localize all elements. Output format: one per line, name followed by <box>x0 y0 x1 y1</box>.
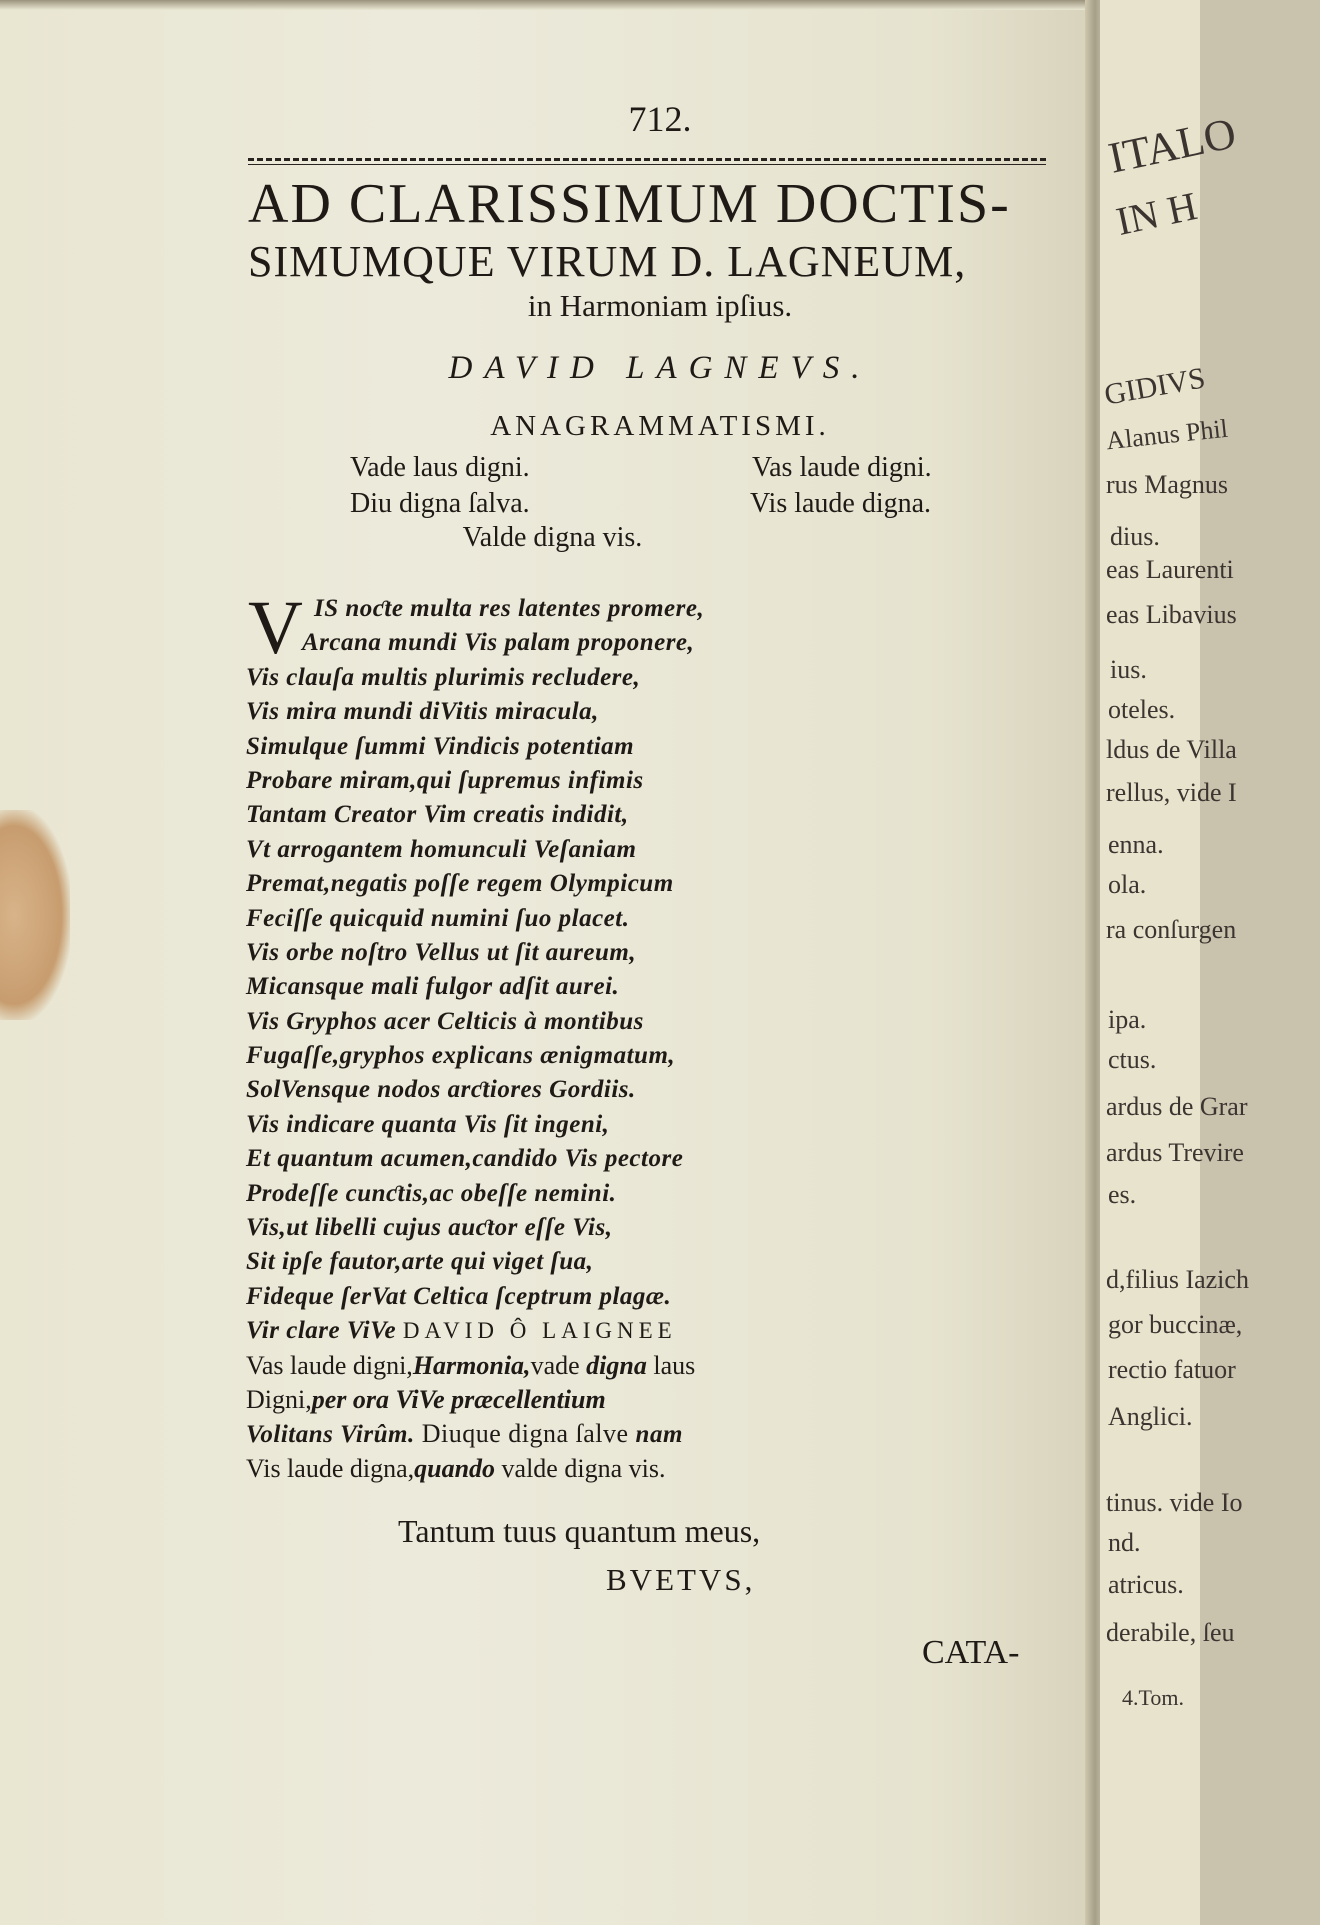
poem-line: Tantam Creator Vim creatis indidit, <box>246 801 629 829</box>
poem-line <box>246 1383 1066 1417</box>
poem-line: Vis mira mundi diVitis miracula, <box>246 698 599 726</box>
facing-line: Anglici. <box>1108 1402 1193 1431</box>
poem-line: Vis orbe noſtro Vellus ut ſit aureum, <box>246 938 637 966</box>
poem-text: valde digna vis. <box>495 1453 666 1483</box>
poem-line: Et quantum acumen,candido Vis pectore <box>246 1145 684 1173</box>
poem-text: Diuque digna ſalve <box>414 1419 636 1449</box>
poem-line: Vis Gryphos acer Celticis à montibus <box>246 1007 644 1035</box>
signature-line-1: Tantum tuus quantum meus, <box>398 1513 761 1549</box>
poem-line: Probare miram,qui ſupremus infimis <box>246 766 644 794</box>
facing-line: oteles. <box>1108 695 1176 724</box>
poem-line: Arcana mundi Vis palam proponere, <box>302 629 695 657</box>
facing-line: rectio fatuor <box>1108 1355 1236 1384</box>
facing-line: 4.Tom. <box>1122 1685 1185 1710</box>
poem-line: Vis clauſa multis plurimis recludere, <box>246 663 641 691</box>
anagram: Diu digna ſalva. <box>350 488 530 519</box>
facing-line: es. <box>1108 1180 1137 1209</box>
facing-line: ra conſurgen <box>1106 915 1237 944</box>
poem-line <box>246 1452 1066 1486</box>
facing-line: ola. <box>1108 870 1147 899</box>
poem-line: Vis indicare quanta Vis ſit ingeni, <box>246 1110 610 1138</box>
page-top-edge <box>0 0 1092 10</box>
poem-text: per ora ViVe præcellentium <box>311 1384 606 1414</box>
facing-line: tinus. vide Io <box>1106 1488 1243 1517</box>
poem-text: Harmonia, <box>412 1350 531 1380</box>
poem-line: Vis,ut libelli cujus auƈtor eſſe Vis, <box>246 1214 613 1242</box>
anagram: Vis laude digna. <box>750 488 932 519</box>
poem-line <box>246 1349 1066 1383</box>
poem-line <box>246 1314 1066 1348</box>
anagram: Vade laus digni. <box>350 452 530 483</box>
poem-line: Fideque ſerVat Celtica ſceptrum plagæ. <box>246 1282 672 1310</box>
facing-line: ldus de Villa <box>1106 735 1237 764</box>
facing-line: eas Libavius <box>1106 600 1237 629</box>
facing-line: ardus de Grar <box>1106 1092 1248 1121</box>
poem-line: Prodeſſe cunƈtis,ac obeſſe nemini. <box>246 1179 617 1207</box>
poem-text: quando <box>414 1453 496 1483</box>
poem-line: IS noƈte multa res latentes promere, <box>314 595 705 622</box>
header-rule <box>248 158 1046 161</box>
facing-line: dius. <box>1110 522 1160 551</box>
title-line-1: AD CLARISSIMUM DOCTIS- <box>248 173 1011 235</box>
poem-text: Vir clare ViVe <box>246 1317 403 1345</box>
facing-line: enna. <box>1108 830 1164 859</box>
facing-line: derabile, ſeu <box>1106 1618 1235 1647</box>
catchword: CATA- <box>922 1634 1020 1671</box>
signature-line-2: BVETVS, <box>606 1562 756 1597</box>
poem-text: nam <box>635 1421 683 1449</box>
poem-line: Premat,negatis poſſe regem Olympicum <box>246 870 674 898</box>
facing-line: atricus. <box>1108 1570 1184 1599</box>
poem-text: digna <box>586 1350 647 1380</box>
poem-line: SolVensque nodos arƈtiores Gordiis. <box>246 1076 636 1104</box>
facing-line: ipa. <box>1108 1005 1147 1034</box>
poem-line: Fugaſſe,gryphos explicans ænigmatum, <box>246 1042 676 1070</box>
facing-line: d,filius Iazich <box>1106 1265 1249 1294</box>
poem-line <box>246 1417 1066 1451</box>
poem-text: vade <box>530 1350 587 1380</box>
anagram: Valde digna vis. <box>462 522 643 553</box>
facing-line: Alanus Phil <box>1104 413 1230 456</box>
paper-stain <box>0 810 70 1020</box>
title-line-2: SIMUMQUE VIRUM D. LAGNEUM, <box>248 237 967 286</box>
poem-text: Vis laude digna, <box>246 1453 415 1483</box>
anagram-heading: ANAGRAMMATISMI. <box>490 410 830 442</box>
facing-line: ctus. <box>1108 1045 1157 1074</box>
poem-line: Simulque ſummi Vindicis potentiam <box>246 732 635 760</box>
poem-name: DAVID Ô LAIGNEE <box>402 1318 677 1344</box>
poem-line: Micansque mali fulgor adſit aurei. <box>246 973 620 1001</box>
facing-line: ardus Trevire <box>1106 1138 1244 1167</box>
facing-line: rus Magnus <box>1106 470 1229 499</box>
facing-heading-1: ITALO <box>1104 108 1241 183</box>
poem-text: laus <box>646 1350 696 1380</box>
facing-line: eas Laurenti <box>1106 555 1234 584</box>
poem <box>246 586 1066 1486</box>
facing-line: rellus, vide I <box>1106 778 1237 807</box>
facing-line: nd. <box>1108 1528 1141 1557</box>
poem-line: Sit ipſe fautor,arte qui viget ſua, <box>246 1248 594 1276</box>
facing-line: ius. <box>1110 655 1147 684</box>
anagram: Vas laude digni. <box>752 452 932 483</box>
facing-heading-2: IN H <box>1112 183 1201 244</box>
author-name: DAVID LAGNEVS. <box>448 350 872 386</box>
poem-text: Vas laude digni, <box>246 1350 413 1380</box>
poem-text: Volitans Virûm. <box>246 1421 415 1449</box>
page-number: 712. <box>628 99 692 139</box>
facing-line: gor buccinæ, <box>1108 1310 1243 1339</box>
title-line-3: in Harmoniam ipſius. <box>527 288 793 323</box>
poem-line: Feciſſe quicquid numini ſuo placet. <box>246 904 630 932</box>
drop-cap: V <box>248 586 303 670</box>
poem-text: Digni, <box>246 1384 312 1414</box>
poem-line: Vt arrogantem homunculi Veſaniam <box>246 835 637 863</box>
facing-line: GIDIVS <box>1101 361 1208 412</box>
